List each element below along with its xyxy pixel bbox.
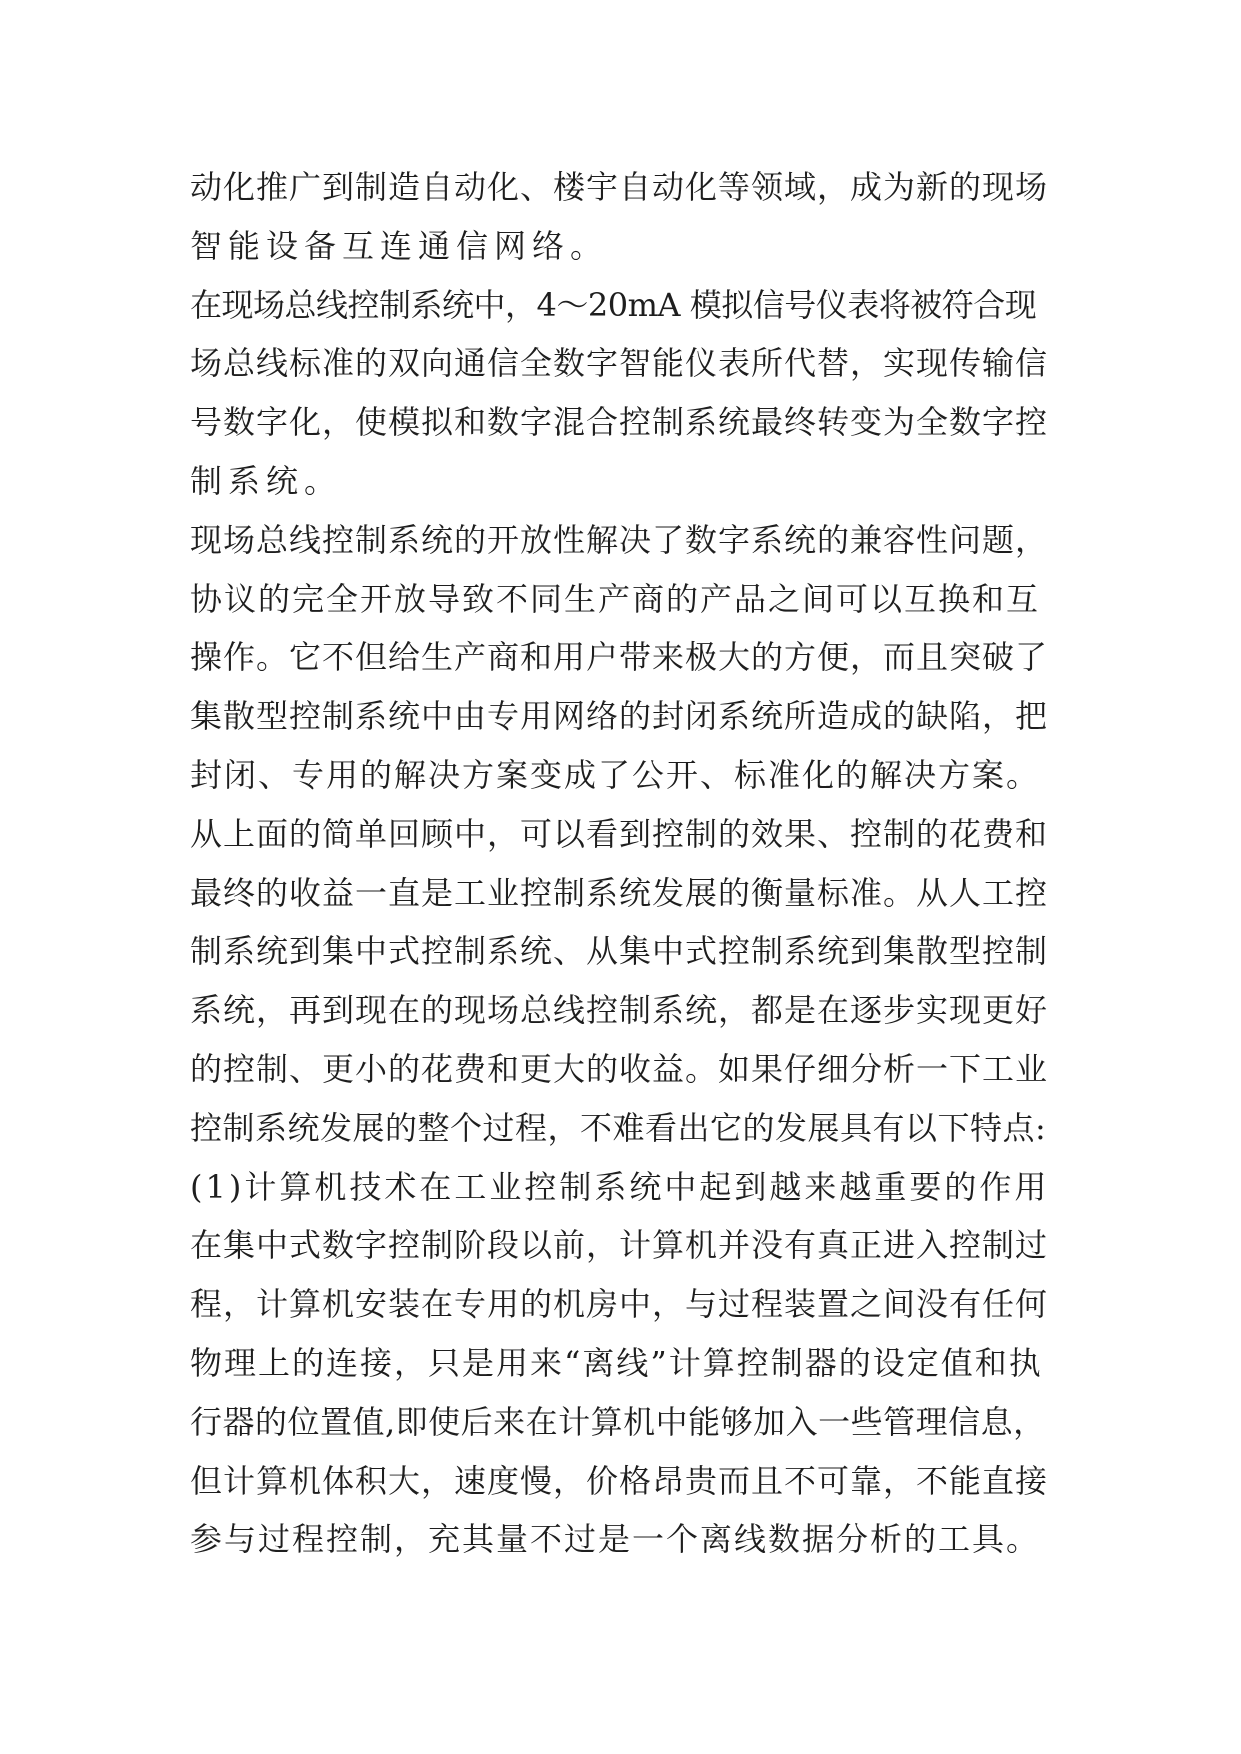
text-line: 从上面的简单回顾中，可以看到控制的效果、控制的花费和 [190,814,1049,853]
text-line: 制系统到集中式控制系统、从集中式控制系统到集散型控制 [190,932,1049,971]
text-line: 号数字化，使模拟和数字混合控制系统最终转变为全数字控 [190,403,1049,442]
body-text [190,158,1050,1569]
text-line: 智能设备互连通信网络。 [190,226,609,265]
text-line: 程，计算机安装在专用的机房中，与过程装置之间没有任何 [190,1285,1049,1324]
text-line: 物理上的连接，只是用来“离线”计算控制器的设定值和执 [190,1343,1043,1382]
text-line: 行器的位置值,即使后来在计算机中能够加入一些管理信息， [190,1402,1046,1441]
text-line: 制系统。 [190,461,343,500]
text-line: 集散型控制系统中由专用网络的封闭系统所造成的缺陷，把 [190,697,1049,736]
text-line: 动化推广到制造自动化、楼宇自动化等领域，成为新的现场 [190,168,1049,206]
text-line: 协议的完全开放导致不同生产商的产品之间可以互换和互 [190,579,1041,618]
text-line: 操作。它不但给生产商和用户带来极大的方便，而且突破了 [190,638,1049,677]
text-line: 现场总线控制系统的开放性解决了数字系统的兼容性问题， [190,520,1049,559]
text-line: 场总线标准的双向通信全数字智能仪表所代替，实现传输信 [190,344,1049,383]
text-line: (1)计算机技术在工业控制系统中起到越来越重要的作用 [190,1167,1050,1206]
text-line: 系统，再到现在的现场总线控制系统，都是在逐步实现更好 [190,991,1049,1030]
text-line: 的控制、更小的花费和更大的收益。如果仔细分析一下工业 [190,1049,1049,1088]
text-line: 在集中式数字控制阶段以前，计算机并没有真正进入控制过 [190,1226,1049,1265]
text-line: 参与过程控制，充其量不过是一个离线数据分析的工具。 [190,1520,1041,1559]
text-line: 在现场总线控制系统中，4～20mA 模拟信号仪表将被符合现 [190,285,1037,324]
text-line: 最终的收益一直是工业控制系统发展的衡量标准。从人工控 [190,873,1049,912]
text-line: 控制系统发展的整个过程，不难看出它的发展具有以下特点: [190,1108,1047,1147]
text-line: 封闭、专用的解决方案变成了公开、标准化的解决方案。 [190,755,1041,794]
text-line: 但计算机体积大，速度慢，价格昂贵而且不可靠，不能直接 [190,1461,1049,1500]
